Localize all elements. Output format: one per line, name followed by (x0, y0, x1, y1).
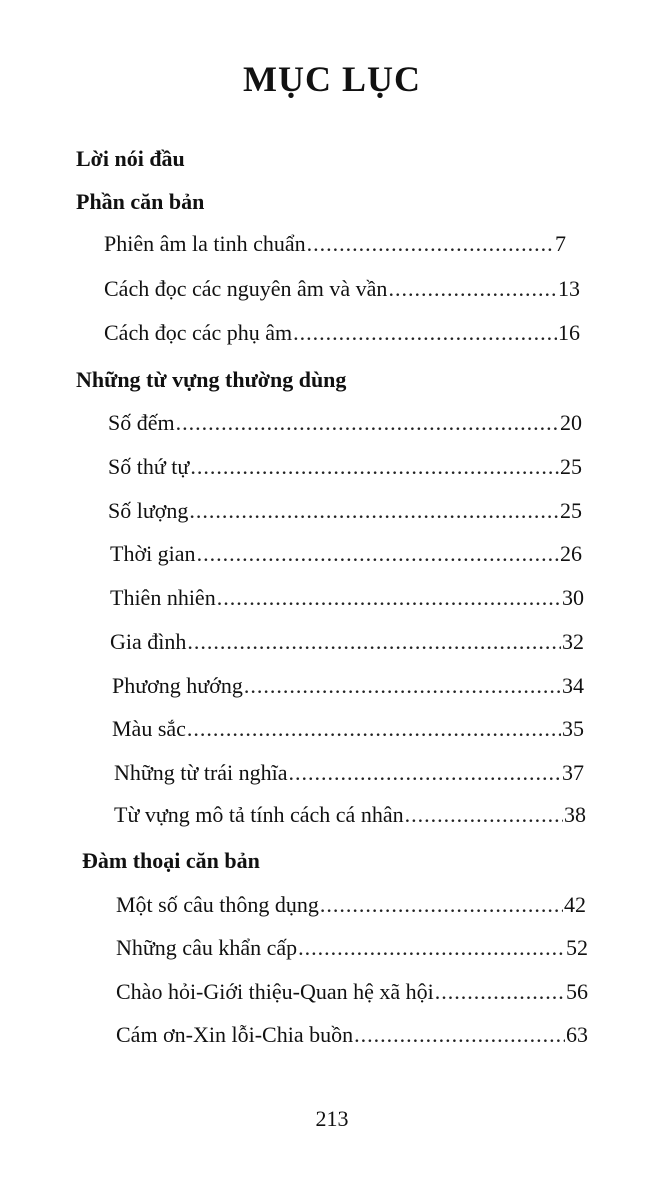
toc-entry (114, 760, 584, 786)
toc-entry-label: Cám ơn-Xin lỗi-Chia buồn (116, 1022, 354, 1047)
dot-leader (298, 935, 565, 961)
toc-entry (116, 892, 586, 918)
toc-entry-page: 34 (562, 673, 584, 698)
toc-entry-label: Màu sắc (112, 716, 186, 741)
dot-leader (187, 716, 561, 742)
toc-entry (104, 276, 580, 302)
dot-leader (189, 498, 559, 524)
toc-entry-page: 7 (555, 231, 566, 256)
toc-entry (104, 320, 580, 346)
toc-entry (108, 498, 582, 524)
dot-leader (307, 231, 554, 257)
toc-entry-label: Cách đọc các nguyên âm và vần (104, 276, 388, 301)
toc-entry-page: 32 (562, 629, 584, 654)
dot-leader (217, 585, 561, 611)
toc-entry-label: Phiên âm la tinh chuẩn (104, 231, 306, 256)
toc-entry (104, 231, 566, 257)
dot-leader (320, 892, 563, 918)
dot-leader (388, 276, 557, 302)
dot-leader (405, 802, 563, 828)
toc-entry-page: 20 (560, 410, 582, 435)
section-heading-vocabulary: Những từ vựng thường dùng (76, 367, 347, 392)
section-heading-basics: Phần căn bản (76, 189, 205, 214)
toc-entry (110, 585, 584, 611)
toc-entry-page: 63 (566, 1022, 588, 1047)
dot-leader (244, 673, 561, 699)
toc-entry-page: 30 (562, 585, 584, 610)
toc-entry (114, 802, 586, 828)
toc-entry-label: Chào hỏi-Giới thiệu-Quan hệ xã hội (116, 979, 434, 1004)
page-title: MỤC LỤC (243, 59, 421, 99)
toc-entry (112, 673, 584, 699)
toc-entry-label: Phương hướng (112, 673, 243, 698)
toc-entry-label: Thiên nhiên (110, 585, 216, 610)
toc-entry (116, 1022, 588, 1048)
dot-leader (289, 760, 561, 786)
toc-entry (116, 979, 588, 1005)
toc-entry-page: 25 (560, 498, 582, 523)
section-heading-preface: Lời nói đầu (76, 146, 185, 171)
toc-entry (112, 716, 584, 742)
toc-entry-page: 13 (558, 276, 580, 301)
dot-leader (354, 1022, 565, 1048)
toc-entry-label: Thời gian (110, 541, 196, 566)
toc-entry (116, 935, 588, 961)
toc-entry-label: Những từ trái nghĩa (114, 760, 288, 785)
toc-entry-label: Một số câu thông dụng (116, 892, 319, 917)
toc-entry-page: 25 (560, 454, 582, 479)
toc-entry-page: 38 (564, 802, 586, 827)
section-heading-conversation: Đàm thoại căn bản (82, 848, 260, 873)
toc-entry (108, 410, 582, 436)
toc-entry-label: Số đếm (108, 410, 175, 435)
toc-entry (108, 454, 582, 480)
toc-entry-label: Số thứ tự (108, 454, 190, 479)
toc-entry-label: Gia đình (110, 629, 187, 654)
dot-leader (190, 454, 559, 480)
toc-entry-page: 52 (566, 935, 588, 960)
toc-entry (110, 629, 584, 655)
toc-entry-page: 26 (560, 541, 582, 566)
page-number: 213 (315, 1106, 349, 1131)
toc-entry-label: Những câu khẩn cấp (116, 935, 298, 960)
toc-entry-label: Từ vựng mô tả tính cách cá nhân (114, 802, 404, 827)
toc-entry-label: Số lượng (108, 498, 189, 523)
dot-leader (187, 629, 561, 655)
toc-entry-page: 42 (564, 892, 586, 917)
toc-entry (110, 541, 582, 567)
toc-entry-page: 56 (566, 979, 588, 1004)
toc-entry-label: Cách đọc các phụ âm (104, 320, 293, 345)
toc-entry-page: 35 (562, 716, 584, 741)
dot-leader (293, 320, 557, 346)
toc-entry-page: 37 (562, 760, 584, 785)
dot-leader (176, 410, 559, 436)
dot-leader (435, 979, 565, 1005)
toc-entry-page: 16 (558, 320, 580, 345)
dot-leader (197, 541, 559, 567)
